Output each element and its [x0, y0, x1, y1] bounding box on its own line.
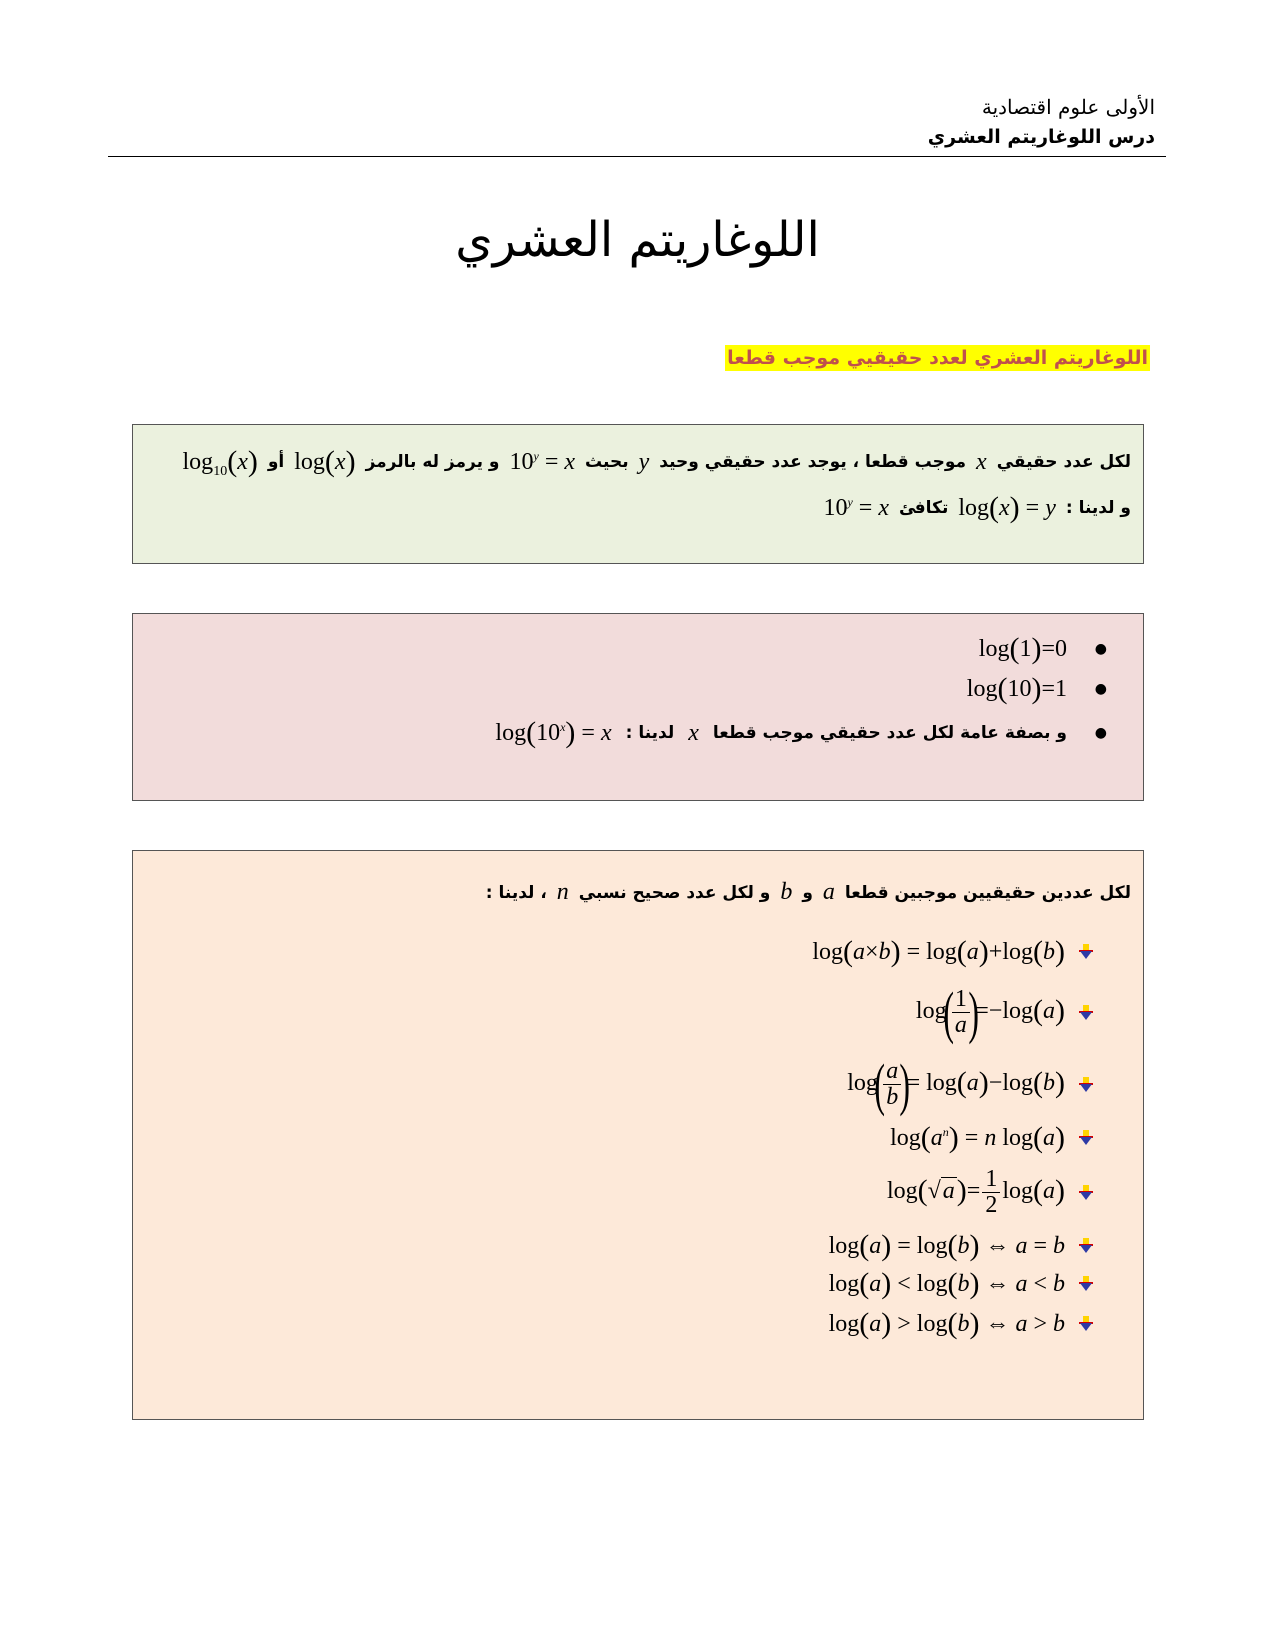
math-log10-eq-1: log(10)=1: [966, 672, 1067, 705]
definition-box: [132, 424, 1144, 564]
math-n: n: [556, 879, 569, 905]
bullet-dot-icon: ●: [1094, 725, 1107, 741]
math-rule-equal: log(a) = log(b) ⇔ a = b: [828, 1229, 1065, 1262]
property-log1: [978, 632, 1107, 666]
page-title: اللوغاريتم العشري: [455, 212, 820, 268]
bullet-dot-icon: ●: [1094, 641, 1107, 657]
math-rule-inverse: log( $\frac{1}{a}$ )=−log(a): [915, 980, 1065, 1045]
definition-line-1: [183, 445, 1131, 480]
def-text-f: و لدينا :: [1065, 498, 1131, 518]
math-logx-eq-y: log(x) = y: [958, 491, 1056, 524]
def-text-b: موجب قطعا ، يوجد عدد حقيقي وحيد: [659, 452, 967, 473]
math-log10-x: $\log_{10}(x)$: [182, 445, 258, 479]
math-x: x: [976, 448, 987, 475]
math-rule-less: log(a) < log(b) ⇔ a < b: [828, 1267, 1065, 1300]
section-heading: اللوغاريتم العشري لعدد حقيقيي موجب قطعا: [727, 347, 1148, 369]
def-text-d: و يرمز له بالرمز: [365, 452, 500, 473]
rule-equal: [829, 1229, 1093, 1263]
down-arrow-icon: [1079, 1005, 1093, 1021]
math-log-10x-eq-x: $\log(10^x) = x$: [495, 716, 612, 749]
properties-box: [132, 613, 1144, 801]
down-arrow-icon: [1079, 1238, 1093, 1254]
rule-greater: [829, 1307, 1093, 1341]
math-log-x: log(x): [294, 445, 356, 479]
math-log1-eq-0: log(1)=0: [978, 632, 1067, 665]
property-log10: [966, 672, 1107, 706]
math-rule-sqrt: log(√a)= $\frac{1}{2}$ log(a): [886, 1166, 1065, 1219]
header-divider: [108, 156, 1166, 157]
down-arrow-icon: [1079, 1185, 1093, 1201]
down-arrow-icon: [1079, 1077, 1093, 1093]
math-10y-eq-x-2: $10^y = x$: [823, 494, 889, 521]
def-text-e: أو: [267, 452, 285, 473]
math-rule-product: log(a×b) = log(a)+log(b): [812, 935, 1065, 968]
math-a: a: [822, 879, 835, 905]
down-arrow-icon: [1079, 1130, 1093, 1146]
property-general: [495, 716, 1107, 750]
lesson-name: درس اللوغاريتم العشري: [927, 126, 1155, 148]
math-y: y: [638, 448, 650, 475]
prop-text-a: و بصفة عامة لكل عدد حقيقي موجب قطعا: [712, 723, 1067, 743]
rules-text-c: و لكل عدد صحيح نسبي: [578, 882, 771, 903]
rules-box: [132, 850, 1144, 1420]
rule-product: [812, 935, 1093, 969]
def-text-c: بحيث: [585, 452, 629, 473]
def-text-a: لكل عدد حقيقي: [996, 452, 1131, 473]
def-text-g: تكافئ: [898, 498, 949, 518]
math-10y-eq-x: $10^y = x$: [509, 448, 576, 475]
rule-inverse: [916, 979, 1093, 1046]
class-level: الأولى علوم اقتصادية: [981, 95, 1155, 119]
rule-quotient: [847, 1051, 1093, 1118]
math-rule-greater: log(a) > log(b) ⇔ a > b: [828, 1307, 1065, 1340]
prop-text-b: لدينا :: [625, 723, 675, 743]
rules-intro: [486, 879, 1131, 906]
rules-text-b: و: [802, 882, 813, 903]
definition-line-2: [823, 491, 1131, 525]
down-arrow-icon: [1079, 944, 1093, 960]
page-header: [928, 92, 1155, 152]
down-arrow-icon: [1079, 1276, 1093, 1292]
rule-less: [829, 1267, 1093, 1301]
math-b: b: [780, 879, 793, 905]
rule-sqrt: [887, 1167, 1093, 1218]
math-x: x: [688, 719, 699, 746]
math-rule-power: $\log(a^n) = n$ log(a): [890, 1121, 1065, 1154]
rules-text-d: ، لدينا :: [485, 882, 547, 903]
math-rule-quotient: log( $\frac{a}{b}$ )= log(a)−log(b): [847, 1052, 1065, 1117]
rule-power: [890, 1121, 1093, 1155]
bullet-dot-icon: ●: [1094, 681, 1107, 697]
rules-text-a: لكل عددين حقيقيين موجبين قطعا: [844, 882, 1131, 903]
down-arrow-icon: [1079, 1316, 1093, 1332]
